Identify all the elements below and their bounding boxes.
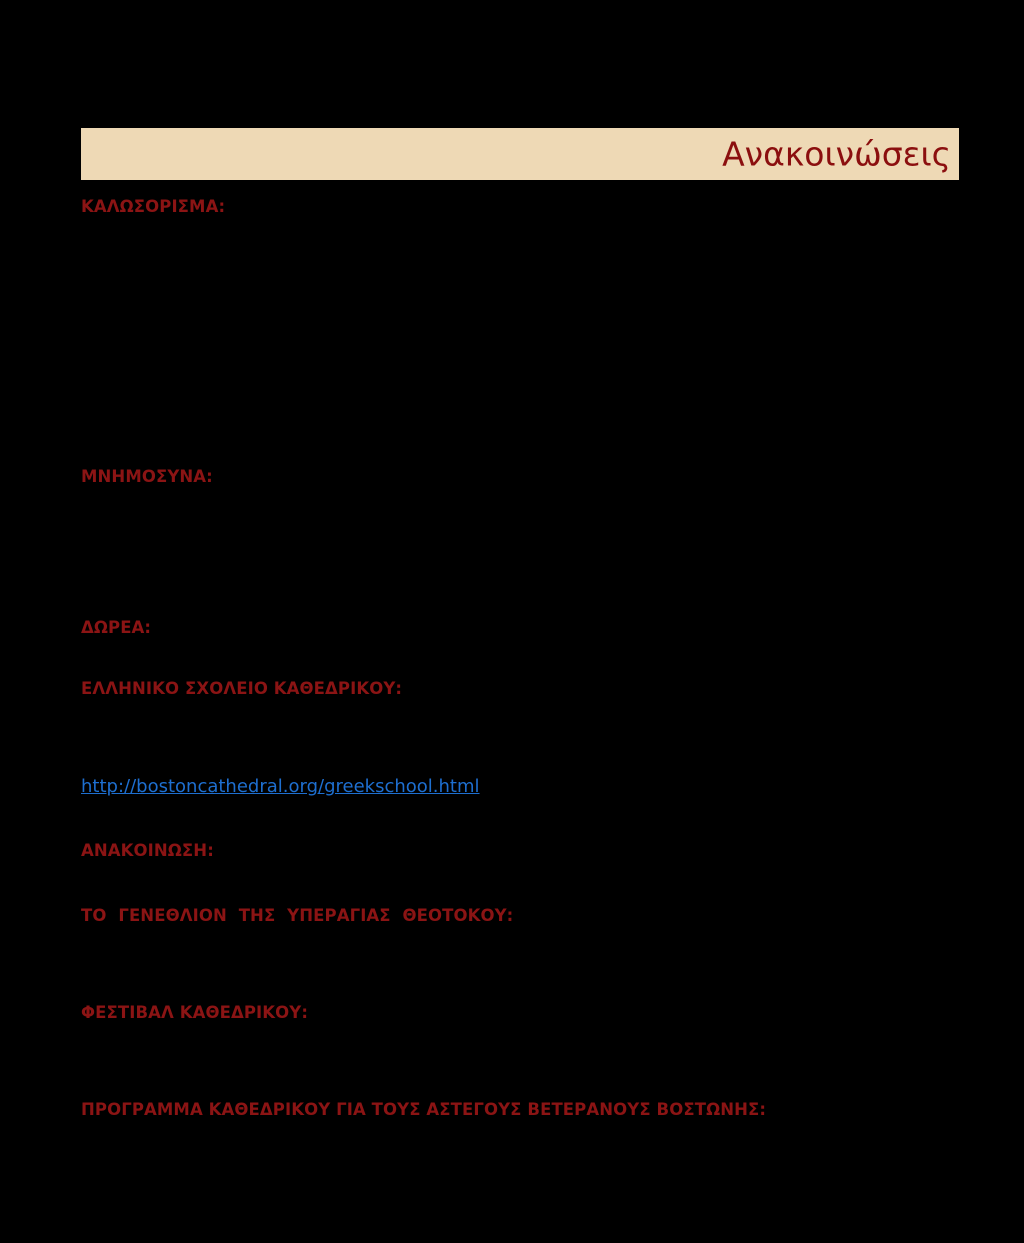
heading-announcement: ΑΝΑΚΟΙΝΩΣΗ: [81, 841, 214, 860]
heading-veterans-program: ΠΡΟΓΡΑΜΜΑ ΚΑΘΕΔΡΙΚΟΥ ΓΙΑ ΤΟΥΣ ΑΣΤΕΓΟΥΣ ΒΕΤΕΡΑΝΟΥΣ ΒΟΣΤΩΝΗΣ: [81, 1100, 767, 1119]
heading-memorials: ΜΝΗΜΟΣΥΝΑ: [81, 467, 213, 486]
heading-welcome: ΚΑΛΩΣΟΡΙΣΜΑ: [81, 197, 226, 216]
heading-donation: ΔΩΡΕΑ: [81, 618, 152, 637]
heading-nativity-theotokos: ΤΟ ΓΕΝΕΘΛΙΟΝ ΤΗΣ ΥΠΕΡΑΓΙΑΣ ΘΕΟΤΟΚΟΥ: [81, 906, 514, 925]
heading-cathedral-festival: ΦΕΣΤΙΒΑΛ ΚΑΘΕΔΡΙΚΟΥ: [81, 1003, 309, 1022]
announcements-banner [81, 128, 959, 180]
heading-greek-school: ΕΛΛΗΝΙΚΟ ΣΧΟΛΕΙΟ ΚΑΘΕΔΡΙΚΟΥ: [81, 679, 403, 698]
page-title: Ανακοινώσεις [722, 134, 951, 174]
greek-school-link[interactable]: http://bostoncathedral.org/greekschool.html [81, 776, 480, 797]
